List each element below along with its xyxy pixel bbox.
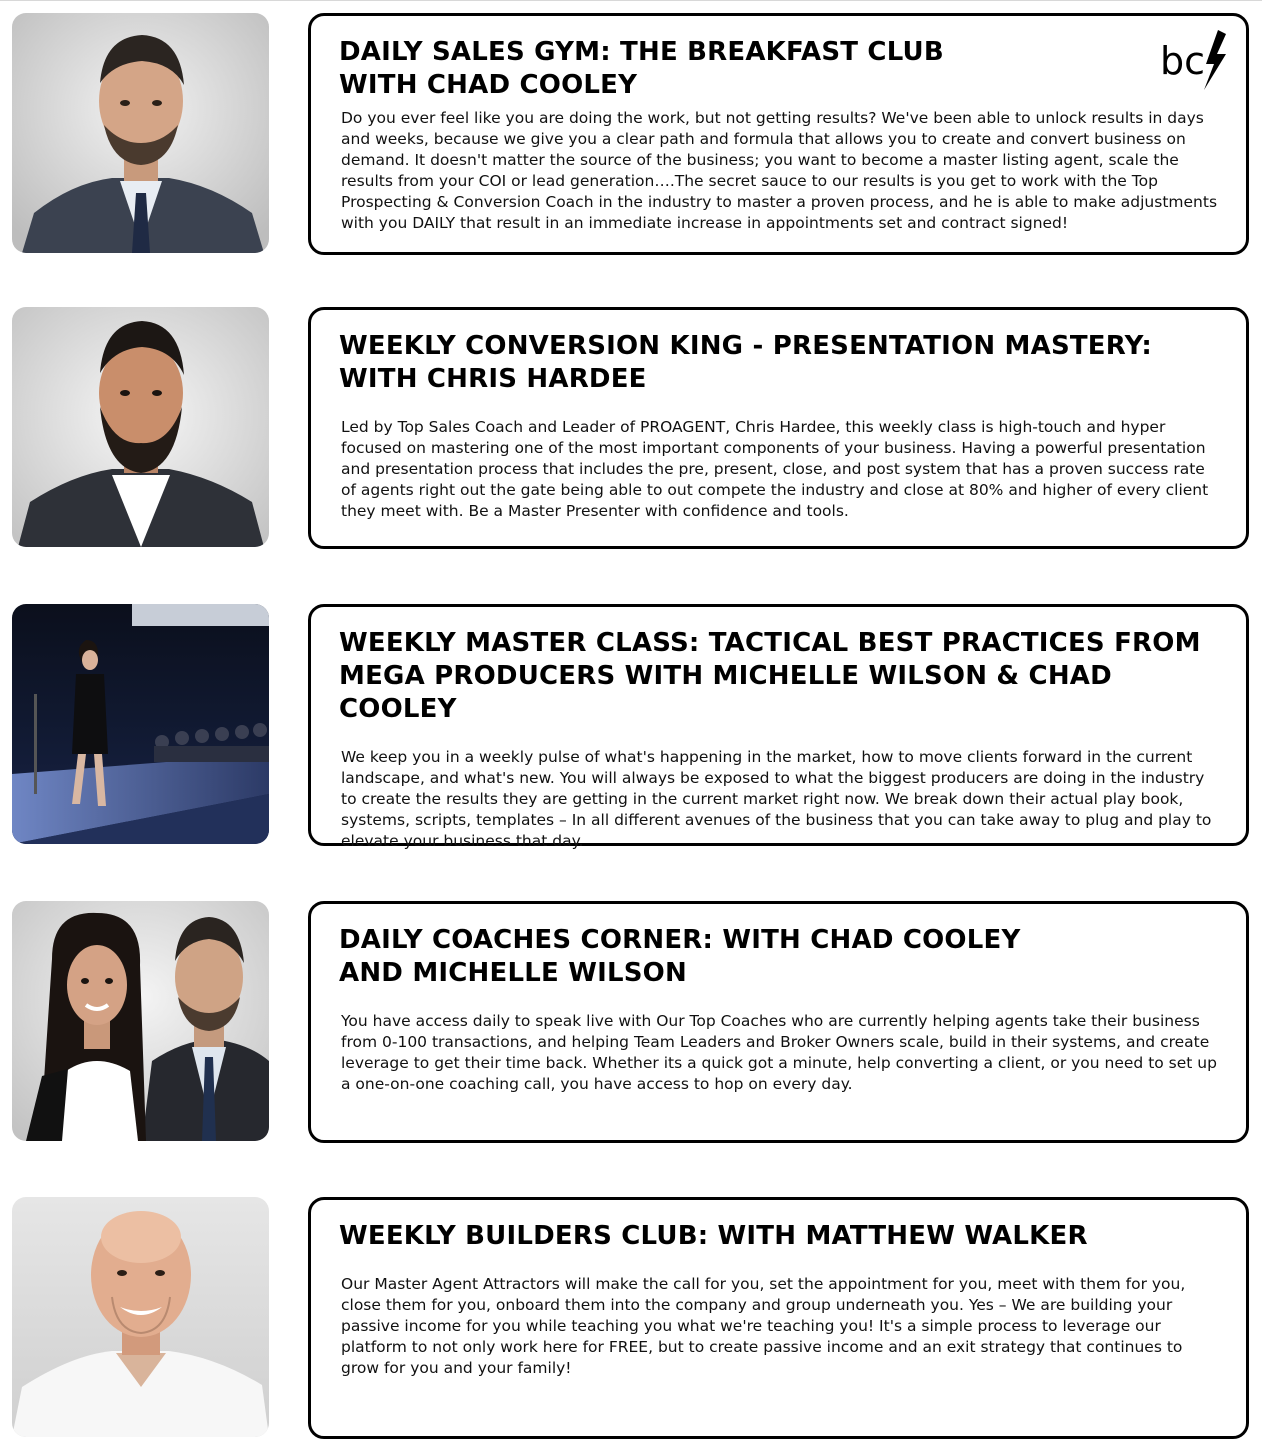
top-divider [0,0,1262,1]
program-description: We keep you in a weekly pulse of what's happening in the market, how to move clients forward in the current landscape, and what's new. You will always be exposed to what the biggest producers are doing in the industry to create the results they are getting in the current market right now. We break down their actual play book, systems, scripts, templates – In all different avenues of the business that you can take away to plug and play to elevate your business that day. [341,748,1212,850]
program-card [308,901,1249,1143]
program-card [308,1197,1249,1439]
program-description: You have access daily to speak live with Our Top Coaches who are currently helping agents take their business from 0-100 transactions, and helping Team Leaders and Broker Owners scale, build in their systems, and create leverage to get their time back. Whether its a quick got a minute, help converting a client, or you need to set up a one-on-one coaching call, you have access to hop on every day. [341,1012,1217,1093]
program-row [0,13,1262,255]
program-row [0,1197,1262,1439]
program-description: Our Master Agent Attractors will make the call for you, set the appointment for you, meet with them for you, close them for you, onboard them into the company and group underneath you. Yes – We are building your passive income for you while teaching you what we're teaching you! It's a simple process to leverage our platform to not only work here for FREE, but to create passive income and an exit strategy that continues to grow for you and your family! [341,1275,1186,1377]
program-title: WEEKLY CONVERSION KING - PRESENTATION MASTERY: WITH CHRIS HARDEE [339,331,1152,394]
program-card [308,13,1249,255]
program-card [308,307,1249,549]
brand-logo-text: bc [1160,39,1206,83]
program-photo [12,13,269,253]
program-card [308,604,1249,850]
program-title: DAILY SALES GYM: THE BREAKFAST CLUB WITH CHAD COOLEY [339,37,944,100]
program-description: Do you ever feel like you are doing the work, but not getting results? We've been able to unlock results in days and weeks, because we give you a clear path and formula that allows you to create and convert business on demand. It doesn't matter the source of the business; you want to become a master listing agent, scale the results from your COI or lead generation….The secret sauce to our results is you get to work with the Top Prospecting & Conversion Coach in the industry to master a proven process, and he is able to make adjustments with you DAILY that result in an immediate increase in appointments set and contract signed! [341,109,1218,232]
program-row [0,307,1262,549]
program-title: WEEKLY MASTER CLASS: TACTICAL BEST PRACTICES FROM MEGA PRODUCERS WITH MICHELLE WILSON & CHAD COOLEY [339,628,1201,724]
program-row [0,901,1262,1143]
program-photo [12,901,269,1141]
program-photo [12,307,269,547]
program-title: WEEKLY BUILDERS CLUB: WITH MATTHEW WALKER [339,1221,1088,1251]
brand-logo [1160,28,1230,92]
program-photo [12,1197,269,1437]
lightning-bolt-icon [1204,30,1226,90]
program-title: DAILY COACHES CORNER: WITH CHAD COOLEY AND MICHELLE WILSON [339,925,1021,988]
program-photo [12,604,269,844]
program-description: Led by Top Sales Coach and Leader of PROAGENT, Chris Hardee, this weekly class is high-touch and hyper focused on mastering one of the most important components of your business. Having a powerful presentation and presentation process that includes the pre, present, close, and post system that has a proven success rate of agents right out the gate being able to out compete the industry and close at 80% and higher of every client they meet with. Be a Master Presenter with confidence and tools. [341,418,1209,520]
program-row [0,604,1262,850]
